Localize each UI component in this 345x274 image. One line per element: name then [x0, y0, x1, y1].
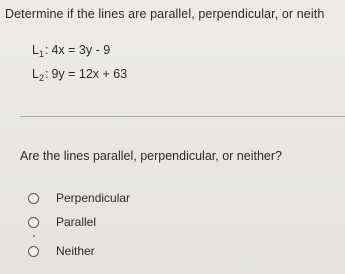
question-text: Determine if the lines are parallel, perpendicular, or neith [5, 7, 325, 21]
option-parallel-label: Parallel [56, 215, 97, 229]
answer-prompt: Are the lines parallel, perpendicular, or neither? [20, 149, 282, 163]
dot-mark [33, 235, 35, 237]
line-2-name: $L_2$ [32, 67, 44, 83]
option-parallel[interactable] [28, 215, 96, 229]
option-neither[interactable] [28, 244, 95, 258]
option-perpendicular-label: Perpendicular [56, 191, 131, 205]
line-1-subscript: 1 [38, 49, 44, 59]
line-1-equation: $L_1$: 4x = 3y - 9 [32, 43, 111, 59]
radio-neither[interactable] [28, 246, 39, 257]
line-2-subscript: 2 [38, 73, 44, 83]
option-perpendicular[interactable] [28, 191, 130, 205]
line-1-name: $L_1$ [32, 43, 44, 59]
line-1-equation-text: 4x = 3y - 9 [51, 43, 111, 57]
line-2-equation: $L_2$: 9y = 12x + 63 [32, 67, 128, 83]
section-divider [20, 116, 345, 117]
option-neither-label: Neither [56, 244, 95, 258]
radio-parallel[interactable] [28, 217, 39, 228]
line-2-equation-text: 9y = 12x + 63 [51, 67, 128, 81]
radio-perpendicular[interactable] [28, 193, 39, 204]
